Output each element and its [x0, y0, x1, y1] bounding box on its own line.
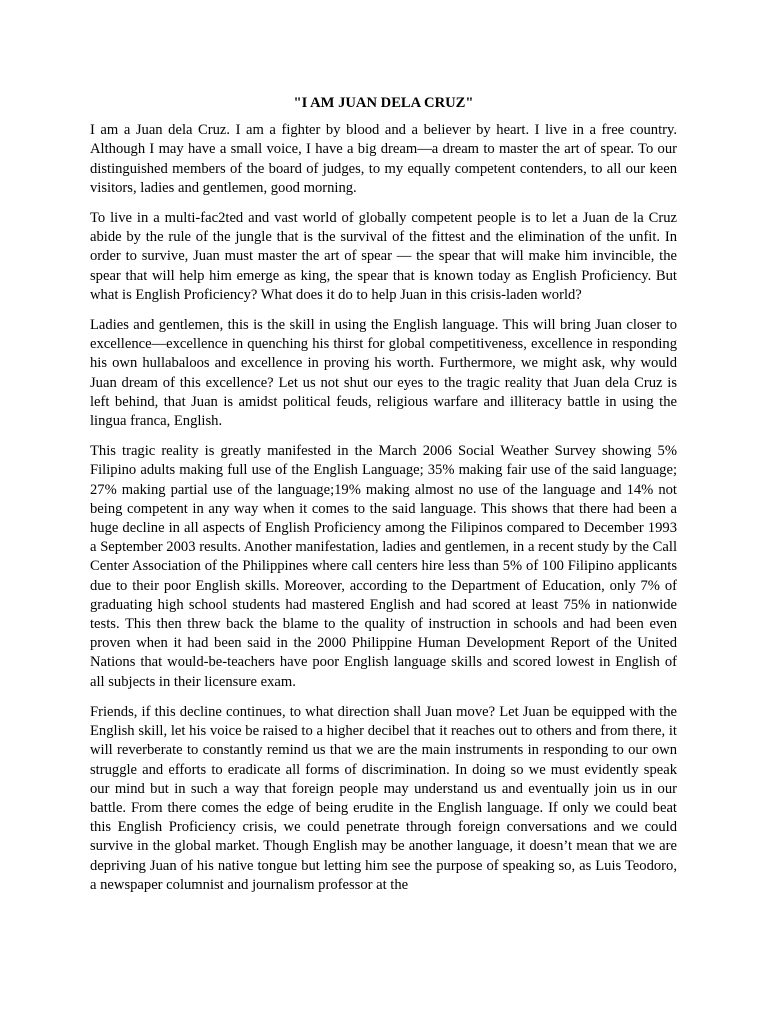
document-page [90, 94, 677, 906]
document-title: "I AM JUAN DELA CRUZ" [293, 95, 474, 111]
paragraph-statistics: This tragic reality is greatly manifested in the March 2006 Social Weather Survey showing 5% Filipino adults making full use of the English Language; 35% making fair use of the said language; 27% making partial use of the language;19% making almost no use of the language and 14% not being competent in any way when it comes to the said language. This shows that there had been a huge decline in all aspects of English Proficiency among the Filipinos compared to December 1993 a September 2003 results. Another manifestation, ladies and gentlemen, in a recent study by the Call Center Association of the Philippines where call centers hire less than 5% of 100 Filipino applicants due to their poor English skills. Moreover, according to the Department of Education, only 7% of graduating high school students had mastered English and had scored at least 75% in nationwide tests. This then threw back the blame to the quality of instruction in schools and had been even proven when it had been said in the 2000 Philippine Human Development Report of the United Nations that would-be-teachers have poor English language skills and scored lowest in English of all subjects in their licensure exam. [90, 443, 677, 690]
paragraph-intro: I am a Juan dela Cruz. I am a fighter by blood and a believer by heart. I live in a free country. Although I may have a small voice, I have a big dream—a dream to master the art of spear. To our distinguished members of the board of judges, to my equally competent contenders, to all our keen visitors, ladies and gentlemen, good morning. [90, 122, 677, 196]
paragraph-excellence: Ladies and gentlemen, this is the skill in using the English language. This will bring Juan closer to excellence—excellence in quenching his thirst for global competitiveness, excellence in responding his own hullabaloos and excellence in proving his worth. Furthermore, we might ask, why would Juan dream of this excellence? Let us not shut our eyes to the tragic reality that Juan dela Cruz is left behind, that Juan is amidst political feuds, religious warfare and illiteracy battle in using the lingua franca, English. [90, 317, 677, 430]
paragraph-call-to-action: Friends, if this decline continues, to what direction shall Juan move? Let Juan be equipped with the English skill, let his voice be raised to a higher decibel that it reaches out to others and from there, it will reverberate to constantly remind us that we are the main instruments in responding to our own struggle and efforts to eradicate all forms of discrimination. In doing so we must evidently speak our mind but in such a way that foreign people may understand us and eventually join us in our battle. From there comes the edge of being erudite in the English language. If only we could beat this English Proficiency crisis, we could penetrate through foreign conversations and we could survive in the global market. Though English may be another language, it doesn’t mean that we are depriving Juan of his native tongue but letting him see the purpose of speaking so, as Luis Teodoro, a newspaper columnist and journalism professor at the [90, 703, 677, 893]
paragraph-survival: To live in a multi-fac2ted and vast world of globally competent people is to let a Juan de la Cruz abide by the rule of the jungle that is the survival of the fittest and the elimination of the unfit. In order to survive, Juan must master the art of spear — the spear that will make him invincible, the spear that will help him emerge as king, the spear that is known today as English Proficiency. But what is English Proficiency? What does it do to help Juan in this crisis-laden world? [90, 210, 677, 303]
